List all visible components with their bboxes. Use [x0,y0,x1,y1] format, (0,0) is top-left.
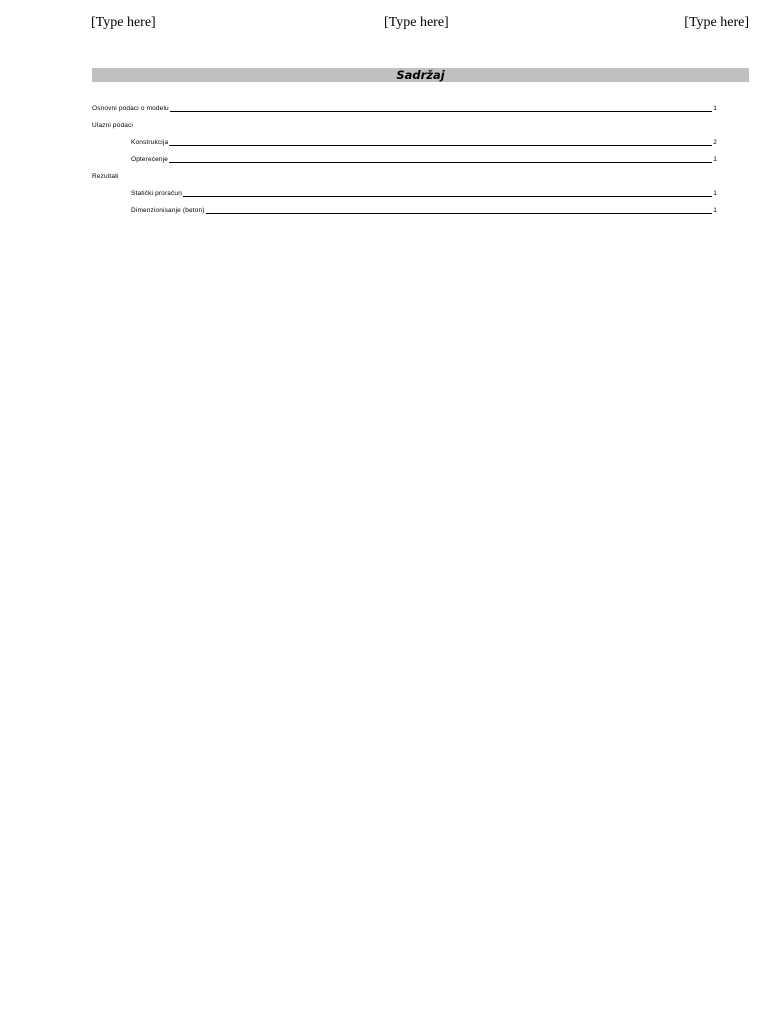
toc-entry-page: 1 [713,207,717,214]
toc-title: Sadržaj [396,68,445,82]
toc-leader [169,162,712,163]
toc-entry-page: 1 [713,105,717,112]
header-center-placeholder[interactable]: [Type here] [384,15,449,30]
header-right-placeholder[interactable]: [Type here] [684,15,749,30]
toc-entry[interactable] [92,181,717,198]
toc-leader [169,145,712,146]
toc-leader [183,196,712,197]
toc-leader [170,111,712,112]
toc-entry-label: Dimenzionisanje (beton) [131,207,205,214]
toc-entry[interactable] [92,198,717,215]
toc-entry-label: Osnovni podaci o modelu [92,105,169,112]
toc-leader [206,213,712,214]
toc-entry[interactable] [92,130,717,147]
toc-entry[interactable] [92,147,717,164]
toc-entry[interactable] [92,164,717,181]
toc-entry[interactable] [92,96,717,113]
toc-entry[interactable] [92,113,717,130]
table-of-contents [92,96,717,215]
toc-entry-label: Statički proračun [131,190,182,197]
toc-entry-page: 1 [713,156,717,163]
toc-entry-label: Konstrukcija [131,139,169,146]
toc-entry-page: 2 [713,139,717,146]
page-header [91,15,749,35]
header-left-placeholder[interactable]: [Type here] [91,15,156,30]
toc-entry-page: 1 [713,190,717,197]
toc-entry-label: Opterećenje [131,156,169,163]
toc-entry-label: Rezultati [92,173,119,180]
toc-title-bar [92,68,749,82]
toc-entry-label: Ulazni podaci [92,122,133,129]
